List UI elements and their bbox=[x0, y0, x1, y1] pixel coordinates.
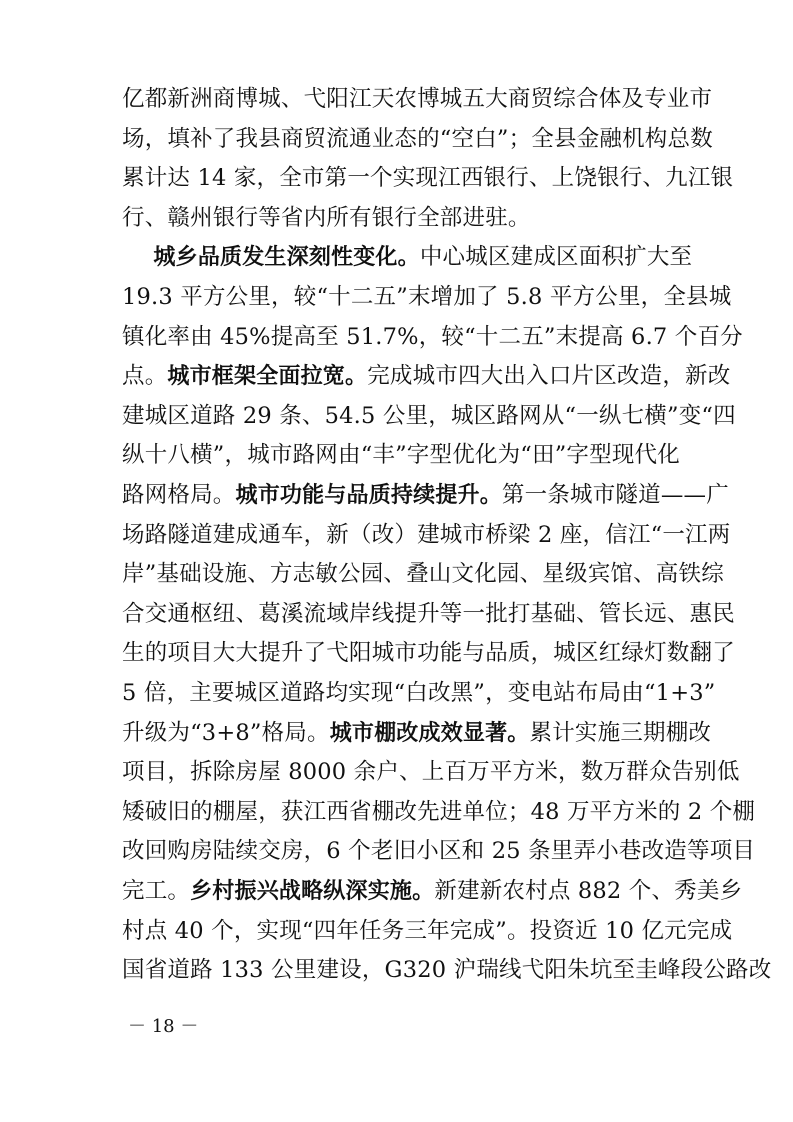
bold-heading-text: 城市框架全面拉宽。 bbox=[167, 364, 368, 390]
body-text-segment: 行、赣州银行等省内所有银行全部进驻。 bbox=[122, 204, 531, 231]
body-text-segment: 镇化率由 45%提高至 51.7%，较“十二五”末提高 6.7 个百分 bbox=[122, 323, 743, 350]
body-text-segment: 点。 bbox=[122, 363, 168, 390]
body-text-segment: 19.3 平方公里，较“十二五”末增加了 5.8 平方公里，全县城 bbox=[122, 284, 732, 310]
text-line bbox=[122, 947, 772, 993]
bold-heading-text: 城市棚改成效显著。 bbox=[329, 720, 530, 746]
page-number: － 18 － bbox=[128, 1016, 199, 1037]
body-text-segment: 升级为“3+8”格局。 bbox=[122, 719, 330, 746]
body-text-segment: 纵十八横”，城市路网由“丰”字型优化为“田”字型现代化 bbox=[122, 442, 680, 469]
bold-heading-text: 城市功能与品质持续提升。 bbox=[235, 483, 502, 508]
body-text-segment: 岸”基础设施、方志敏公园、叠山文化园、星级宾馆、高铁综 bbox=[122, 561, 724, 588]
body-text-segment: 项目，拆除房屋 8000 余户、上百万平方米，数万群众告别低 bbox=[122, 759, 740, 786]
body-text-segment: 村点 40 个，实现“四年任务三年完成”。投资近 10 亿元完成 bbox=[122, 917, 733, 944]
body-text-segment: 场路隧道建成通车，新（改）建城市桥梁 2 座，信江“一江两 bbox=[122, 521, 731, 548]
body-text-segment: 场，填补了我县商贸流通业态的“空白”；全县金融机构总数 bbox=[122, 125, 713, 152]
body-text-segment: 合交通枢纽、葛溪流域岸线提升等一批打基础、管长远、惠民 bbox=[122, 600, 735, 627]
body-text-segment: 改回购房陆续交房，6 个老旧小区和 25 条里弄小巷改造等项目 bbox=[122, 838, 756, 865]
bold-heading-text: 乡村振兴战略纵深实施。 bbox=[190, 879, 435, 904]
body-text-segment: 亿都新洲商博城、弋阳江天农博城五大商贸综合体及专业市 bbox=[122, 86, 713, 112]
body-text-segment: 5 倍，主要城区道路均实现“白改黑”，变电站布局由“1+3” bbox=[122, 680, 716, 706]
body-text-segment: 新建新农村点 882 个、秀美乡 bbox=[434, 878, 743, 904]
body-text-segment: 中心城区建成区面积扩大至 bbox=[419, 244, 693, 271]
body-text-segment: 完工。 bbox=[122, 878, 191, 904]
body-text-segment: 建城区道路 29 条、54.5 公里，城区路网从“一纵七横”变“四 bbox=[122, 402, 736, 429]
body-text-segment: 路网格局。 bbox=[122, 482, 236, 508]
body-text-segment: 生的项目大大提升了弋阳城市功能与品质，城区红绿灯数翻了 bbox=[122, 640, 735, 667]
body-text-segment: 国省道路 133 公里建设，G320 沪瑞线弋阳朱坑至圭峰段公路改 bbox=[122, 957, 772, 984]
body-text-segment: 累计实施三期棚改 bbox=[529, 719, 712, 746]
body-text-segment: 完成城市四大出入口片区改造，新改 bbox=[367, 363, 731, 390]
bold-heading-text: 城乡品质发生深刻性变化。 bbox=[122, 245, 420, 271]
body-text-segment: 矮破旧的棚屋，获江西省棚改先进单位；48 万平方米的 2 个棚 bbox=[122, 798, 756, 825]
body-text-segment: 累计达 14 家，全市第一个实现江西银行、上饶银行、九江银 bbox=[122, 165, 734, 192]
body-text-segment: 第一条城市隧道——广 bbox=[501, 482, 729, 508]
